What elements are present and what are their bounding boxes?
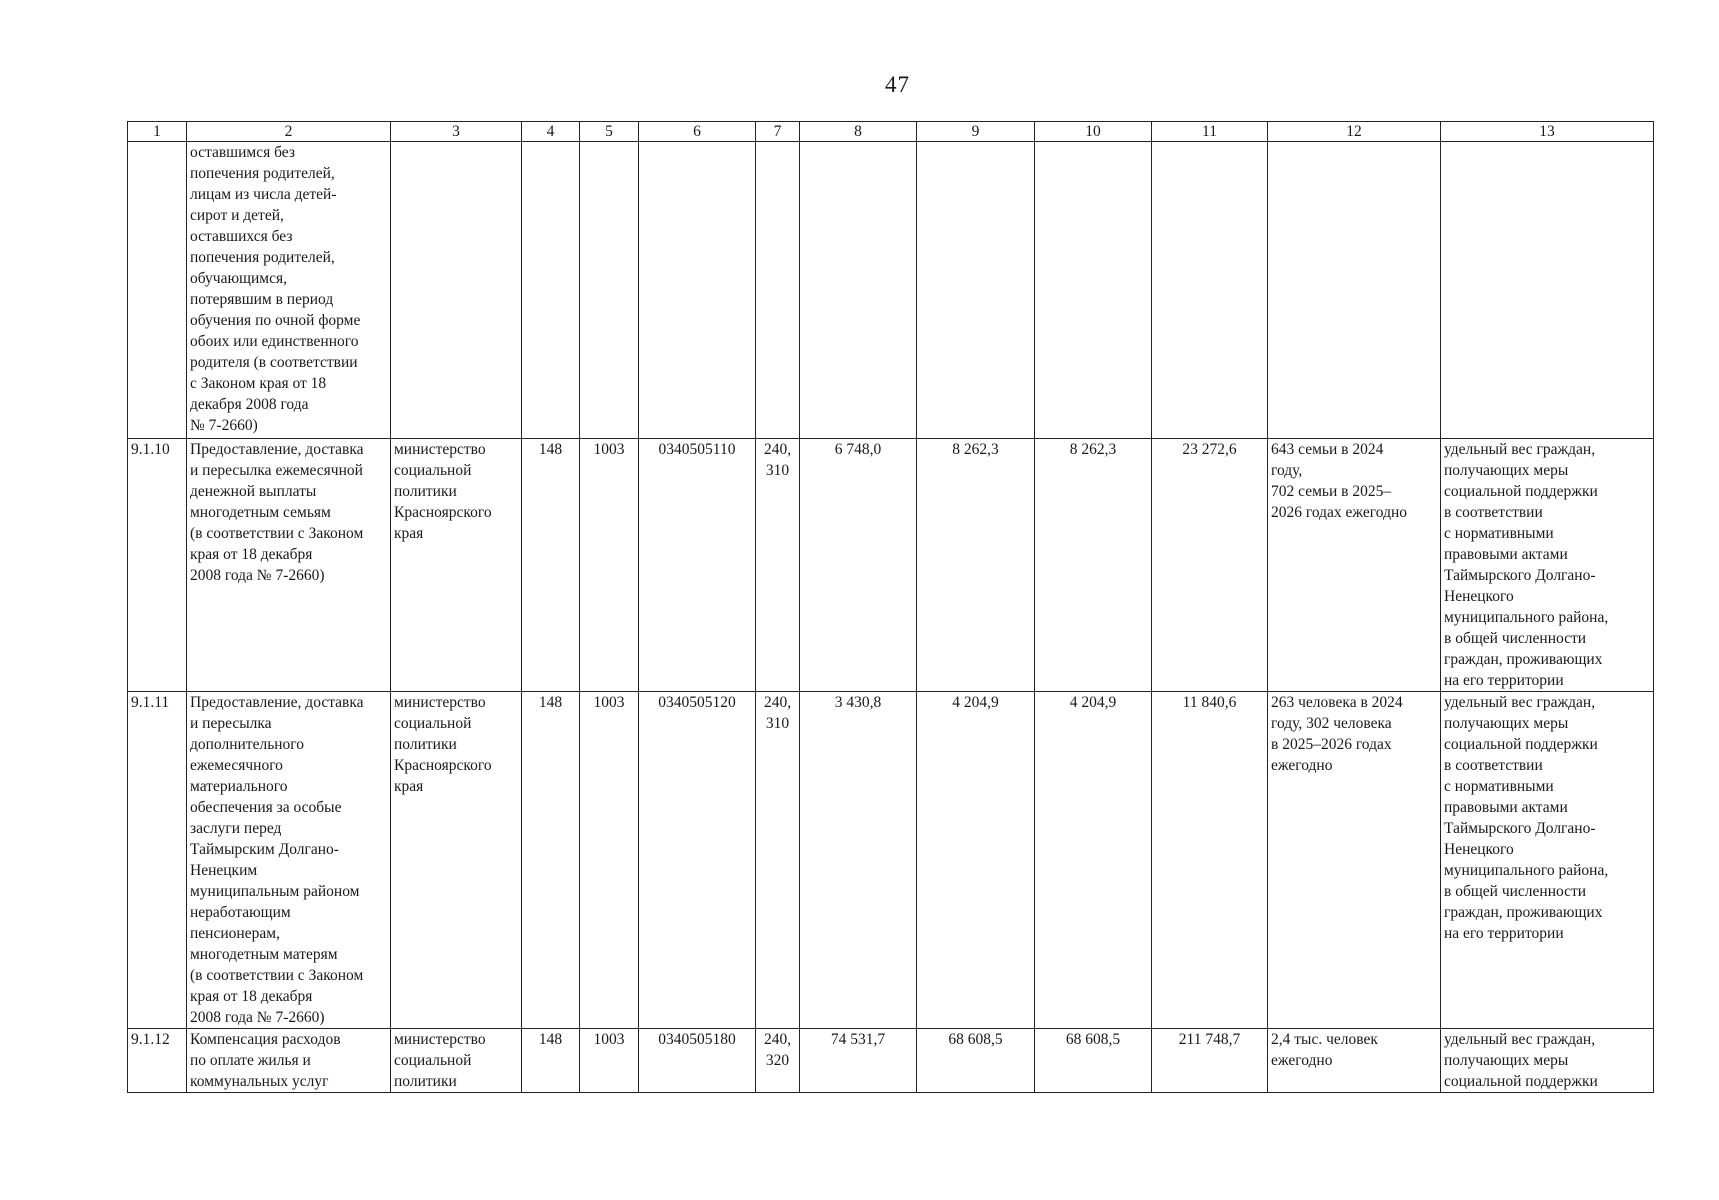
column-header: 4 [522,122,580,142]
cell-col5: 1003 [580,1029,639,1093]
cell-2026: 8 262,3 [1035,439,1152,692]
cell-col4: 148 [522,692,580,1029]
cell-total: 23 272,6 [1152,439,1268,692]
page-number: 47 [885,72,910,97]
cell-col4: 148 [522,439,580,692]
cell-col4 [522,142,580,439]
cell-total: 11 840,6 [1152,692,1268,1029]
cell-2025: 8 262,3 [917,439,1035,692]
cell-name: Компенсация расходов по оплате жилья и коммунальных услуг [187,1029,391,1093]
cell-authority [391,142,522,439]
cell-id: 9.1.12 [128,1029,187,1093]
table-row [128,1029,1654,1093]
cell-authority: министерство социальной политики Красноярского края [391,439,522,692]
column-header: 5 [580,122,639,142]
cell-col5 [580,142,639,439]
cell-2024: 3 430,8 [800,692,917,1029]
cell-indicator [1441,142,1654,439]
header-row [128,122,1654,142]
cell-col6: 0340505120 [639,692,756,1029]
cell-id: 9.1.11 [128,692,187,1029]
column-header: 9 [917,122,1035,142]
cell-id [128,142,187,439]
cell-col7 [756,142,800,439]
cell-indicator: удельный вес граждан, получающих меры социальной поддержки в соответствии с нормативными правовыми актами Таймырского Долгано- Ненецкого муниципального района, в общей численности граждан, проживающих на его территории [1441,692,1654,1029]
budget-table [127,121,1654,1093]
cell-2026: 68 608,5 [1035,1029,1152,1093]
cell-col4: 148 [522,1029,580,1093]
column-header: 11 [1152,122,1268,142]
cell-result: 263 человека в 2024 году, 302 человека в 2025–2026 годах ежегодно [1268,692,1441,1029]
column-header: 13 [1441,122,1654,142]
column-header: 3 [391,122,522,142]
cell-result [1268,142,1441,439]
cell-2024: 74 531,7 [800,1029,917,1093]
cell-total: 211 748,7 [1152,1029,1268,1093]
cell-col5: 1003 [580,692,639,1029]
cell-col6: 0340505180 [639,1029,756,1093]
cell-2025 [917,142,1035,439]
column-header: 12 [1268,122,1441,142]
cell-col7: 240, 320 [756,1029,800,1093]
cell-2025: 68 608,5 [917,1029,1035,1093]
cell-2024 [800,142,917,439]
cell-col7: 240, 310 [756,692,800,1029]
cell-2024: 6 748,0 [800,439,917,692]
cell-result: 2,4 тыс. человек ежегодно [1268,1029,1441,1093]
cell-name: Предоставление, доставка и пересылка дополнительного ежемесячного материального обеспечения за особые заслуги перед Таймырским Долгано- Ненецким муниципальным районом неработающим пенсионерам, многодетным матерям (в соответствии с Законом края от 18 декабря 2008 года № 7-2660) [187,692,391,1029]
cell-2026 [1035,142,1152,439]
cell-authority: министерство социальной политики Красноярского края [391,692,522,1029]
cell-2026: 4 204,9 [1035,692,1152,1029]
cell-col6 [639,142,756,439]
cell-indicator: удельный вес граждан, получающих меры социальной поддержки в соответствии с нормативными правовыми актами Таймырского Долгано- Ненецкого муниципального района, в общей численности граждан, проживающих на его территории [1441,439,1654,692]
cell-name: Предоставление, доставка и пересылка ежемесячной денежной выплаты многодетным семьям (в соответствии с Законом края от 18 декабря 2008 года № 7-2660) [187,439,391,692]
column-header: 10 [1035,122,1152,142]
column-header: 7 [756,122,800,142]
table-row [128,439,1654,692]
table-row [128,692,1654,1029]
cell-result: 643 семьи в 2024 году, 702 семьи в 2025– 2026 годах ежегодно [1268,439,1441,692]
column-header: 1 [128,122,187,142]
cell-indicator: удельный вес граждан, получающих меры социальной поддержки [1441,1029,1654,1093]
cell-col5: 1003 [580,439,639,692]
column-header: 6 [639,122,756,142]
cell-authority: министерство социальной политики [391,1029,522,1093]
column-header: 2 [187,122,391,142]
column-header: 8 [800,122,917,142]
cell-col7: 240, 310 [756,439,800,692]
cell-id: 9.1.10 [128,439,187,692]
cell-col6: 0340505110 [639,439,756,692]
cell-total [1152,142,1268,439]
table-row [128,142,1654,439]
cell-2025: 4 204,9 [917,692,1035,1029]
cell-name: оставшимся без попечения родителей, лицам из числа детей- сирот и детей, оставшихся без попечения родителей, обучающимся, потерявшим в период обучения по очной форме обоих или единственного родителя (в соответствии с Законом края от 18 декабря 2008 года № 7-2660) [187,142,391,439]
